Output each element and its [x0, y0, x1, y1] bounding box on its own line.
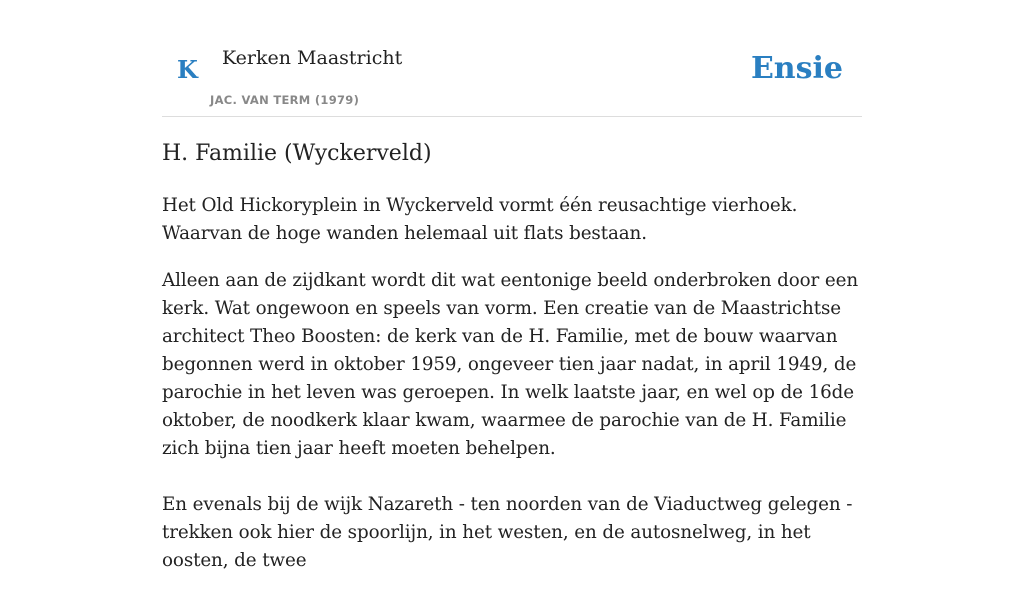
brand-logo[interactable]: Ensie [750, 51, 843, 86]
article-paragraph: Het Old Hickoryplein in Wyckerveld vormt één reusachtige vierhoek. Waarvan de hoge wanden helemaal uit flats bestaan. [162, 195, 798, 244]
book-title[interactable]: Kerken Maastricht [222, 47, 403, 69]
book-author: JAC. VAN TERM (1979) [210, 93, 360, 107]
article [162, 138, 862, 594]
article-paragraph: Alleen aan de zijdkant wordt dit wat eentonige beeld onderbroken door een kerk. Wat ongewoon en speels van vorm. Een creatie van de Maastrichtse architect Theo Boosten: de kerk van de H. Familie, met de bouw waarvan begonnen werd in oktober 1959, ongeveer tien jaar nadat, in april 1949, de parochie in het leven was geroepen. In welk laatste jaar, en wel op de 16de oktober, de noodkerk klaar kwam, waarmee de parochie van de H. Familie zich bijna tien jaar heeft moeten behelpen. [162, 270, 859, 459]
book-logo[interactable]: K [177, 55, 198, 84]
article-title: H. Familie (Wyckerveld) [162, 141, 432, 166]
article-paragraph: En evenals bij de wijk Nazareth - ten noorden van de Viaductweg gelegen - trekken ook hier de spoorlijn, in het westen, en de autosnelweg, in het oosten, de twee [162, 494, 853, 571]
header [162, 0, 862, 117]
